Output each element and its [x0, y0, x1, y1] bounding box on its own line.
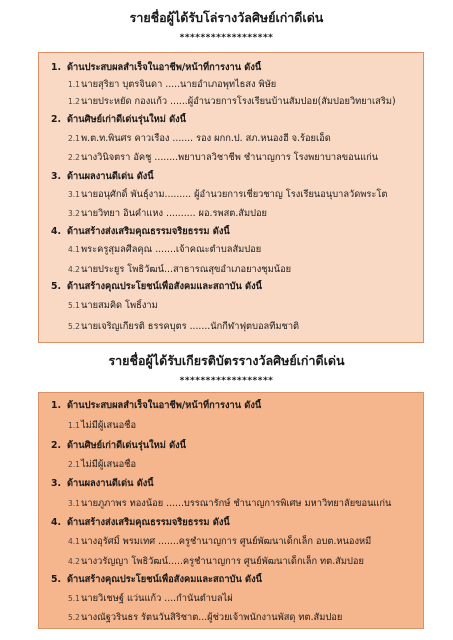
section2-title: รายชื่อผู้ได้รับเกียรติบัตรรางวัลศิษย์เก่าดีเด่น: [108, 353, 345, 368]
list-item: 4.2นายประยูร โพธิวัฒน์...สาธารณสุขอำเภอยางชุมน้อย: [68, 264, 292, 275]
list-item: 2.1ไม่มีผู้เสนอชื่อ: [68, 459, 137, 470]
list-item: 4.1พระครูสุมลศีลคุณ .......เจ้าคณะตำบลสัมปอย: [68, 244, 262, 255]
award-certificate-list-box: [38, 392, 424, 629]
category-heading: 3. ด้านผลงานดีเด่น ดังนี้: [51, 171, 154, 182]
award-plaque-list-box: [38, 52, 424, 343]
category-heading: 5. ด้านสร้างคุณประโยชน์เพื่อสังคมและสถาบัน ดังนี้: [51, 281, 262, 292]
list-item: 3.1นายอนุศักดิ์ พันธุ์งาม......... ผู้อำนวยการเชี่ยวชาญ โรงเรียนอนุบาลวัดพระโต: [68, 189, 388, 200]
list-item: 3.2นายวิทยา อินคำแหง .......... ผอ.รพสต.สัมปอย: [68, 208, 268, 219]
category-heading: 4. ด้านสร้างส่งเสริมคุณธรรมจริยธรรม ดังนี้: [51, 517, 230, 528]
section2-stars: ******************: [179, 376, 274, 386]
category-heading: 1. ด้านประสบผลสำเร็จในอาชีพ/หน้าที่การงาน ดังนี้: [51, 400, 262, 411]
list-item: 5.1นายวิเชษฐ์ แว่นแก้ว ....กำนันตำบลไผ่: [68, 593, 233, 604]
list-item: 5.2นายเจริญเกียรติ ธรรคบุตร .......นักกีฬาฟุตบอลทีมชาติ: [68, 321, 300, 332]
category-heading: 2. ด้านศิษย์เก่าดีเด่นรุ่นใหม่ ดังนี้: [51, 440, 187, 451]
category-heading: 2. ด้านศิษย์เก่าดีเด่นรุ่นใหม่ ดังนี้: [51, 114, 187, 125]
list-item: 1.1นายสุริยา บุตรจินดา .....นายอำเภอพุทไธสง พิษัย: [68, 79, 277, 90]
list-item: 1.1ไม่มีผู้เสนอชื่อ: [68, 420, 137, 431]
list-item: 2.2นางวินิจตรา อัคชู ........พยาบาลวิชาชีพ ชำนาญการ โรงพยาบาลขอนแก่น: [68, 152, 379, 163]
list-item: 4.2นางวรัญญา โพธิวัฒน์.....ครูชำนาญการ ศูนย์พัฒนาเด็กเล็ก ทต.สัมปอย: [68, 556, 364, 567]
list-item: 5.2นางณัฐวรินธร รัตนวันสิริชาต...ผู้ช่วยเจ้าพนักงานพัสดุ ทต.สัมปอย: [68, 612, 343, 623]
list-item: 1.2นายประหยัด กองแก้ว ......ผู้อำนวยการโรงเรียนบ้านสัมปอย(สัมปอยวิทยาเสริม): [68, 96, 396, 107]
category-heading: 4. ด้านสร้างส่งเสริมคุณธรรมจริยธรรม ดังนี้: [51, 226, 230, 237]
category-heading: 3. ด้านผลงานดีเด่น ดังนี้: [51, 478, 154, 489]
list-item: 4.1นางอุรัศมิ์ พรมเทศ .......ครูชำนาญการ ศูนย์พัฒนาเด็กเล็ก อบต.หนองหมี: [68, 536, 372, 547]
category-heading: 1. ด้านประสบผลสำเร็จในอาชีพ/หน้าที่การงาน ดังนี้: [51, 62, 262, 73]
list-item: 5.1นายสมคิด โพธิ์งาม: [68, 300, 158, 311]
category-heading: 5. ด้านสร้างคุณประโยชน์เพื่อสังคมและสถาบัน ดังนี้: [51, 574, 262, 585]
section1-stars: ******************: [179, 33, 274, 43]
list-item: 2.1พ.ต.ท.พินศร คาวเรือง ....... รอง ผกก.ป. สภ.หนองฮี จ.ร้อยเอ็ด: [68, 133, 331, 144]
section1-title: รายชื่อผู้ได้รับโล่รางวัลศิษย์เก่าดีเด่น: [129, 10, 324, 25]
list-item: 3.1นายภูภาพร ทองน้อย ......บรรณารักษ์ ชำนาญการพิเศษ มหาวิทยาลัยขอนแก่น: [68, 498, 392, 509]
